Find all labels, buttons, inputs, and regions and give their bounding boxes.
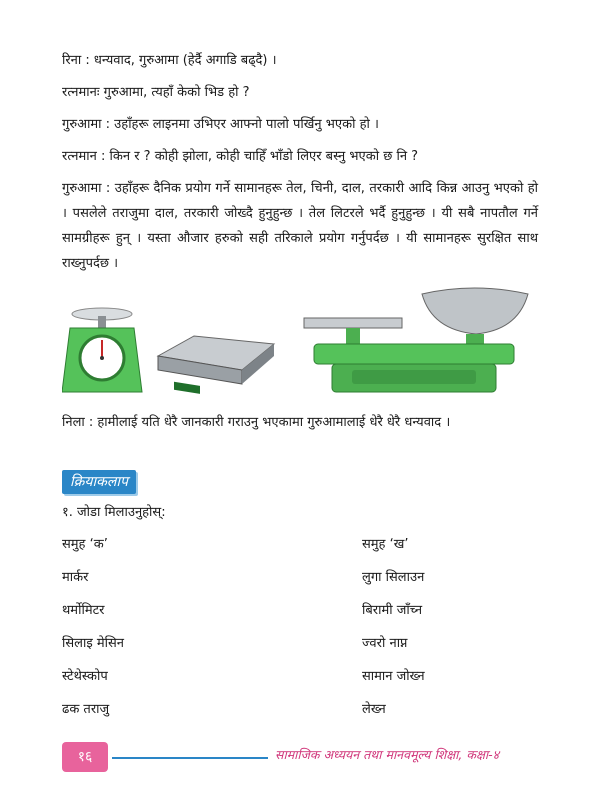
- dialogue-line-guruama-1: गुरुआमा : उहाँहरू लाइनमा उभिएर आफ्नो पालो पर्खिनु भएको हो ।: [62, 117, 379, 132]
- group-ka-item: थर्मोमिटर: [62, 603, 105, 618]
- dial-scale-icon: [62, 308, 142, 392]
- group-kha-item: लुगा सिलाउन: [362, 570, 425, 585]
- group-ka-item: मार्कर: [62, 570, 89, 585]
- digital-scale-icon: [158, 336, 274, 394]
- dialogue-line-rina: रिना : धन्यवाद, गुरुआमा (हेर्दै अगाडि बढ्दै) ।: [62, 53, 277, 68]
- dialogue-line-ratnaman-2: रत्नमान : किन र ? कोही झोला, कोही चाहिँ भाँडो लिएर बस्नु भएको छ नि ?: [62, 149, 419, 164]
- group-ka-item: सिलाइ मेसिन: [62, 636, 124, 651]
- dialogue-line-ratnaman-1: रत्नमानः गुरुआमा, त्यहाँ केको भिड हो ?: [62, 85, 250, 100]
- weighing-scales-illustration: [62, 284, 538, 402]
- group-kha-item: ज्वरो नाप्न: [362, 636, 408, 651]
- dialogue-line-guruama-2: गुरुआमा : उहाँहरू दैनिक प्रयोग गर्ने सामानहरू तेल, चिनी, दाल, तरकारी आदि किन्न आउनु भएको हो । पसलेले तराजुमा दाल, तरकारी जोख्दै हुनुहुन्छ । तेल लिटरले भर्दै हुनुहुन्छ । यी सबै नापतौल गर्ने सामग्रीहरू हुन् । यस्ता औजार हरुको सही तरिकाले प्रयोग गर्नुपर्दछ । यी सामानहरू सुरक्षित साथ राख्नुपर्दछ ।: [62, 181, 538, 271]
- group-ka-item: स्टेथेस्कोप: [62, 669, 108, 684]
- group-kha-item: बिरामी जाँच्न: [362, 603, 423, 618]
- footer-book-title: सामाजिक अध्ययन तथा मानवमूल्य शिक्षा, कक्षा-४: [275, 747, 500, 762]
- group-ka-column: [62, 528, 124, 726]
- group-ka-item: ढक तराजु: [62, 702, 110, 717]
- balance-scale-icon: [304, 288, 528, 392]
- group-kha-header: समुह ‘ख’: [362, 537, 409, 552]
- group-kha-item: लेख्न: [362, 702, 386, 717]
- page-number: १६: [62, 742, 108, 772]
- activity-badge: क्रियाकलाप: [62, 470, 136, 494]
- group-kha-column: [362, 528, 425, 726]
- question-heading: १. जोडा मिलाउनुहोस्:: [62, 505, 166, 520]
- group-ka-header: समुह ‘क’: [62, 537, 108, 552]
- group-kha-item: सामान जोख्न: [362, 669, 425, 684]
- footer-divider: [112, 757, 268, 759]
- dialogue-line-nila: निला : हामीलाई यति धेरै जानकारी गराउनु भएकामा गुरुआमालाई धेरै धेरै धन्यवाद ।: [62, 415, 451, 430]
